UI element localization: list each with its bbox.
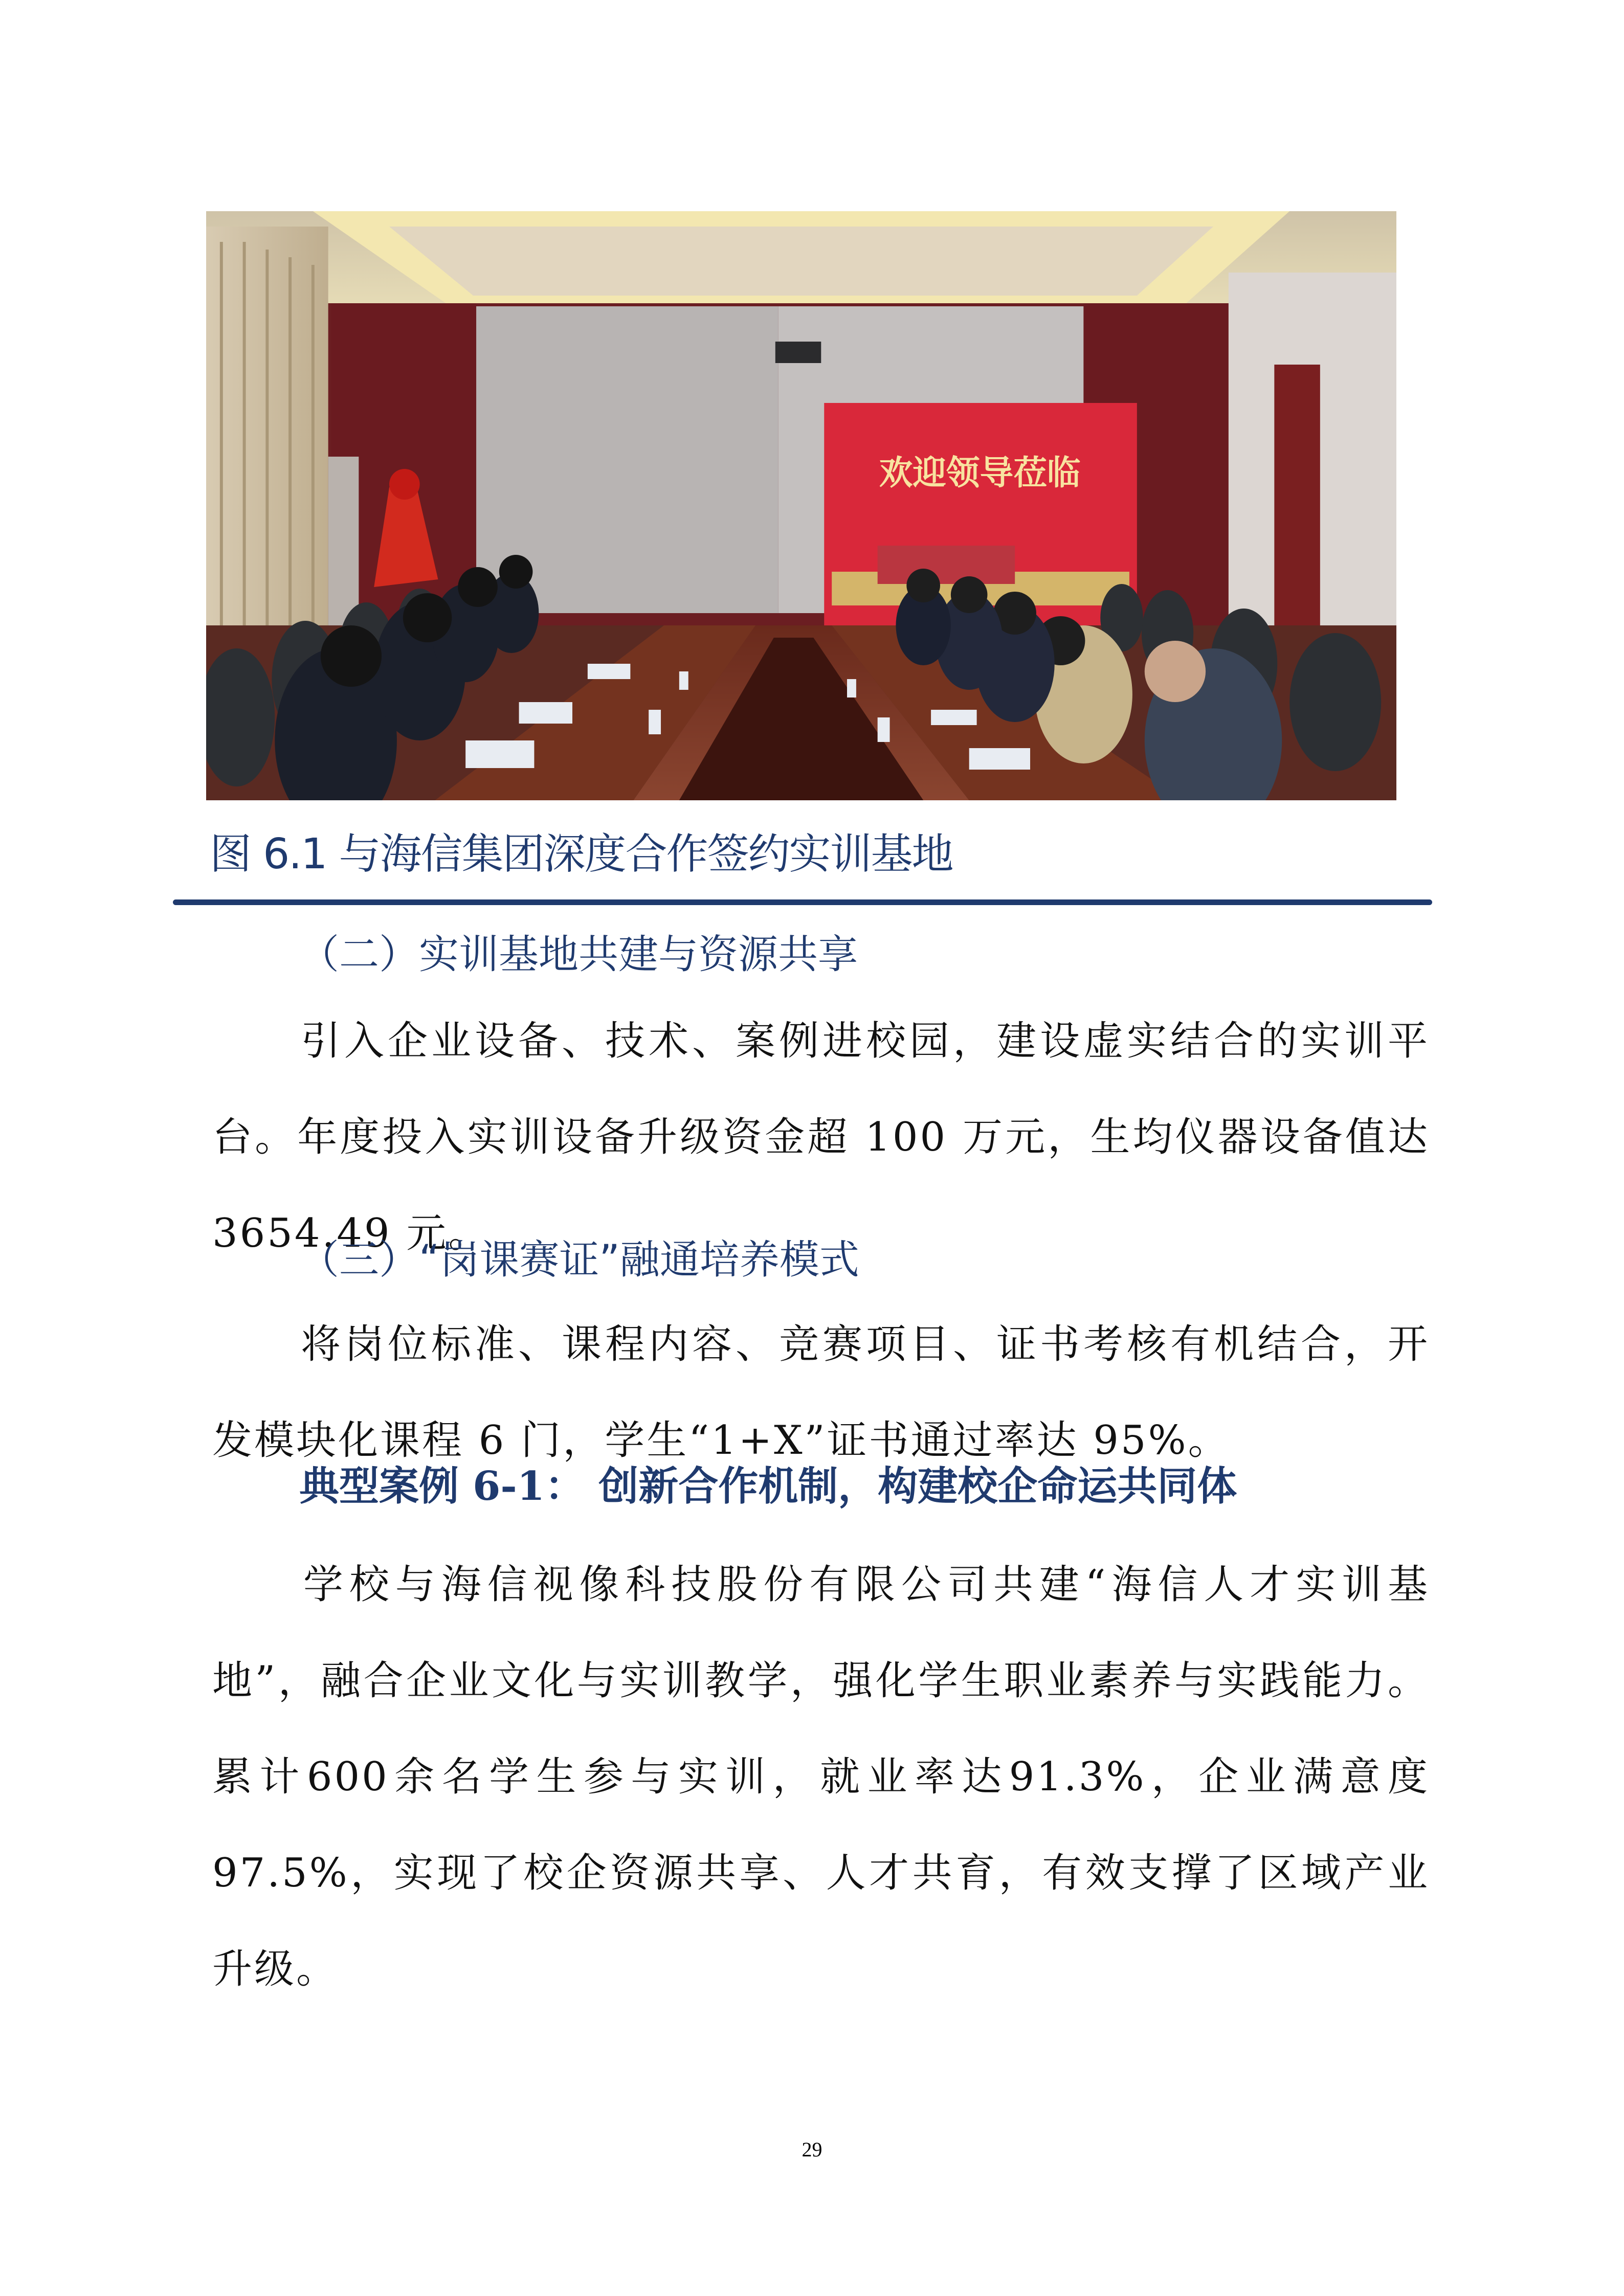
figure-caption: 图 6.1 与海信集团深度合作签约实训基地 (210, 830, 953, 879)
section-3-heading: （三）“岗课赛证”融通培养模式 (299, 1237, 859, 1283)
case-heading: 典型案例 6-1： 创新合作机制，构建校企命运共同体 (299, 1463, 1237, 1510)
case-paragraph (212, 1537, 1430, 2017)
conference-room-illustration (206, 211, 1396, 800)
section-2-heading: （二）实训基地共建与资源共享 (299, 932, 858, 978)
caption-divider (173, 899, 1432, 905)
case-text: 学校与海信视像科技股份有限公司共建“海信人才实训基地”，融合企业文化与实训教学，强化学生职业素养与实践能力。累计600余名学生参与实训，就业率达91.3%，企业满意度97.5%，实现了校企资源共享、人才共育，有效支撑了区域产业升级。 (212, 1562, 1430, 1992)
section-3-paragraph (212, 1296, 1430, 1489)
section-2-text: 引入企业设备、技术、案例进校园，建设虚实结合的实训平台。年度投入实训设备升级资金超 100 万元，生均仪器设备值达 3654.49 元。 (212, 1018, 1430, 1256)
section-3-text: 将岗位标准、课程内容、竞赛项目、证书考核有机结合，开发模块化课程 6 门，学生“1+X”证书通过率达 95%。 (212, 1321, 1430, 1464)
meeting-photo (206, 211, 1396, 800)
page-number: 29 (802, 2138, 822, 2161)
screen-welcome-text: 欢迎领导莅临 (879, 452, 1081, 493)
